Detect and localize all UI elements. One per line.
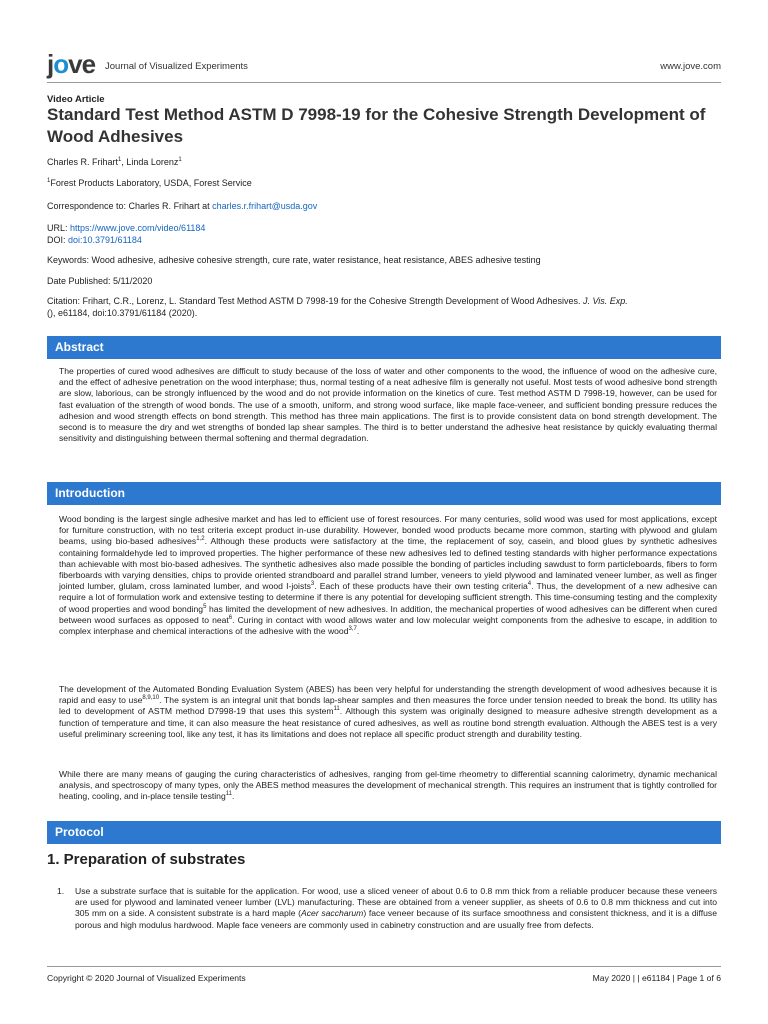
species-name: Acer saccharum [301,908,364,919]
citation-text: (), e61184, doi:10.3791/61184 (2020). [47,308,198,318]
jove-logo[interactable] [47,49,95,80]
citation-ref[interactable]: 3 [310,581,315,588]
introduction-heading [47,482,721,505]
author-name[interactable]: Charles R. Frihart [47,157,119,167]
step-number: 1. [57,886,65,896]
copyright-notice: Copyright © 2020 Journal of Visualized Experiments [47,973,246,983]
paragraph-text: . Thus, the development of a new adhesive can require a lot of formulation work and extensive testing to determine if there is any potential for developing sufficient strength. This time-consuming testing and the complexity of wood properties and wood bonding [59,581,717,614]
citation-text: Citation: Frihart, C.R., Lorenz, L. Standard Test Method ASTM D 7998-19 for the Cohesive Strength Development of Wood Adhesives. [47,296,583,306]
correspondence-email-link[interactable]: charles.r.frihart@usda.gov [212,201,318,211]
paragraph-text: The development of the Automated Bonding Evaluation System (ABES) has been very helpful for understanding the strength development of wood adhesives because it is rapid and easy to use [59,684,717,706]
paragraph-text: . [231,791,235,802]
page-info: May 2020 | | e61184 | Page 1 of 6 [592,973,721,983]
article-url-link[interactable]: https://www.jove.com/video/61184 [70,223,206,233]
article-doi [47,234,721,246]
page-header [47,46,721,86]
citation-ref[interactable]: 3,7 [348,626,357,633]
paragraph-text: . Curing in contact with wood allows water and low molecular weight components from the adhesive to escape, in addition to complex interphase and chemical interactions of the adhesive with the wood [59,614,717,637]
correspondence [47,200,721,212]
logo-letter-o: o [53,49,69,79]
affiliation-text: Forest Products Laboratory, USDA, Forest Service [50,178,252,188]
citation-ref[interactable]: 8,9,10 [142,695,160,702]
paragraph-text: . Although these products were satisfactory at the time, the replacement of soy, casein, and blood glues by synthetic adhesives containing formaldehyde led to improved properties. The higher performance of these new adhesives led to defined testing standards with higher performance expectations than achievable with most bio-based adhesives. The synthetic adhesives also made possible the bonding of particles including sawdust to form particleboards, fibers to form fiberboards with varying densities, chips to provide oriented strandboard and parallel strand lumber, veneers to yield plywood and laminated veneer lumber, as well as finger jointed lumber, glulam, cross laminated lumber, and wood I-joists [59,536,717,592]
paragraph-text: ) face veneer because of its surface smoothness and consistent thickness, and it is a diffuse porous and high modulus hardwood. Maple face veneers are commonly used in cabinetry construction and are usually free from defects. [75,908,718,930]
paragraph-text: . Each of these products have their own testing criteria [314,581,528,592]
authors [47,156,721,168]
citation-ref[interactable]: 11 [225,791,232,798]
citation-ref[interactable]: 4 [527,581,532,588]
site-url[interactable]: www.jove.com [660,61,721,72]
affiliation-mark: 1 [47,178,51,184]
protocol-subheading: 1. Preparation of substrates [47,851,246,868]
author-affiliation-mark: 1 [118,157,122,163]
doi-link[interactable]: doi:10.3791/61184 [68,235,142,245]
protocol-heading-label: Protocol [55,825,104,839]
article-url [47,222,721,234]
abstract-heading [47,336,721,359]
citation-ref[interactable]: 1,2 [196,536,205,543]
citation-ref[interactable]: 11 [333,706,340,713]
logo-letter-j: j [47,49,54,79]
article-title: Standard Test Method ASTM D 7998-19 for the Cohesive Strength Development of Wood Adhesives [47,105,706,146]
introduction-heading-label: Introduction [55,486,125,500]
protocol-heading [47,821,721,844]
introduction-paragraph [59,684,717,740]
affiliation [47,177,721,189]
author-affiliation-mark: 1 [178,157,182,163]
paragraph-text: Wood bonding is the largest single adhesive market and has led to efficient use of forest resources. For many centuries, solid wood was used for most applications, except for furniture construction, with no test criteria except product in-use durability. However, bonded wood products became more common, starting with plywood and glulam beams, using bio-based adhesives [59,514,717,547]
paragraph-text: Use a substrate surface that is suitable for the application. For wood, use a sliced veneer of about 0.6 to 0.8 mm thick from a reliable producer because these veneers are used for plywood and laminated veneer lumber (LVL) manufacturing. These are obtained from a veneer supplier, as sheets of 0.6 to 0.8 mm thickness and cut into 305 mm on a side. A consistent substrate is a hard maple ( [75,886,717,919]
author-separator: , [121,157,127,167]
logo-letters-ve: ve [68,49,96,79]
abstract-paragraph: The properties of cured wood adhesives are difficult to study because of the loss of water and other components to the wood, the influence of wood on the adhesive cure, and the effect of adhesive penetration on the wood interphase; thus, normal testing of a neat adhesive film is generally not useful. Most tests of wood adhesive bond strength are slow, laborious, can be strongly influenced by the wood and do not provide information on the kinetics of cure. Test method ASTM D 7998-19, however, can be used for fast evaluation of the strength of wood bonds. The use of a smooth, uniform, and strong wood surface, like maple face-veneer, and sufficient bonding pressure reduces the adhesion and wood strength effects on bond strength. This method has three main applications. The first is to provide consistent data on bond strength development. The second is to measure the dry and wet strengths of bonded lap shear samples. The third is to better understand the adhesive heat resistance by quickly evaluating thermal sensitivity and distinguishing between thermal softening and thermal degradation. [59,366,717,444]
paragraph-text: . The system is an integral unit that bonds lap-shear samples and then measures the force under tension needed to break the bond. Its utility has led to development of ASTM method D7998-19 that uses this system [59,695,717,717]
keywords: Keywords: Wood adhesive, adhesive cohesive strength, cure rate, water resistance, heat resistance, ABES adhesive testing [47,255,541,265]
citation-journal: J. Vis. Exp. [582,296,628,306]
footer-divider [47,966,721,967]
date-published: Date Published: 5/11/2020 [47,276,153,286]
citation [47,295,721,319]
header-divider [47,82,721,83]
url-label: URL: [47,223,71,233]
citation-ref[interactable]: 6 [228,614,233,621]
citation-ref[interactable]: 5 [203,603,207,610]
paragraph-text: While there are many means of gauging the curing characteristics of adhesives, ranging from gel-time rheometry to differential scanning calorimetry, dynamic mechanical analysis, and spectroscopy of many types, only the ABES method measures the development of mechanical strength. This requires an instrument that is tightly controlled for heating, cooling, and in-place tensile testing [59,769,717,802]
article-type: Video Article [47,94,105,105]
abstract-heading-label: Abstract [55,340,104,354]
author-name[interactable]: Linda Lorenz [126,157,179,167]
step-text [75,886,717,931]
correspondence-label: Correspondence to: Charles R. Frihart at [47,201,213,211]
paragraph-text: has limited the development of new adhesives. In addition, the mechanical properties of wood adhesives can be different when cured between wood surfaces as opposed to neat [59,603,717,625]
journal-name: Journal of Visualized Experiments [105,61,248,72]
paragraph-text: . Although this system was originally designed to measure adhesive strength development as a function of temperature and time, it can also measure the heat resistance of cured adhesives, as well as routine bond strength evaluation. Although the ABES test is a very useful preliminary screening tool, like any test, it has its limitations and does not replace all specific product strength and durability testing. [59,706,717,739]
introduction-paragraph [59,769,717,803]
doi-label: DOI: [47,235,69,245]
page-footer [47,973,721,983]
paragraph-text: . [356,626,360,637]
introduction-paragraph [59,514,717,637]
